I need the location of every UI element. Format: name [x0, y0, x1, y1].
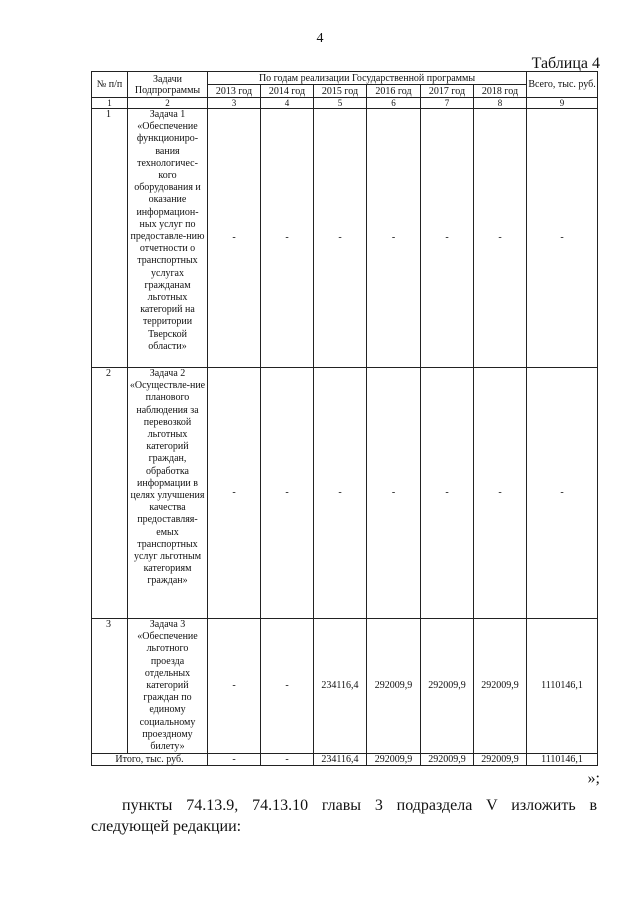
header-year: 2014 год	[261, 85, 314, 98]
header-num: № п/п	[92, 72, 128, 98]
year-value: -	[208, 619, 261, 754]
year-value: -	[367, 109, 421, 368]
total-year-value: -	[208, 754, 261, 766]
header-total: Всего, тыс. руб.	[527, 72, 598, 98]
total-year-value: -	[261, 754, 314, 766]
total-label: Итого, тыс. руб.	[92, 754, 208, 766]
column-number: 8	[474, 98, 527, 109]
table-row	[92, 619, 598, 754]
header-year: 2016 год	[367, 85, 421, 98]
year-value: -	[474, 368, 527, 619]
row-total: -	[527, 109, 598, 368]
total-year-value: 292009,9	[474, 754, 527, 766]
year-value: -	[261, 109, 314, 368]
header-year: 2013 год	[208, 85, 261, 98]
year-value: -	[474, 109, 527, 368]
table-row	[92, 109, 598, 368]
header-year: 2017 год	[421, 85, 474, 98]
year-value: -	[314, 109, 367, 368]
header-by-years: По годам реализации Государственной программы	[208, 72, 527, 85]
year-value: -	[367, 368, 421, 619]
amendment-paragraph: пункты 74.13.9, 74.13.10 главы 3 подраздела V изложить в следующей редакции:	[91, 797, 597, 835]
column-number: 9	[527, 98, 598, 109]
total-year-value: 292009,9	[421, 754, 474, 766]
column-number: 5	[314, 98, 367, 109]
table-caption: Таблица 4	[531, 55, 600, 72]
task-description: Задача 2 «Осуществле-ние планового наблюдения за перевозкой льготных категорий граждан, обработка информации в целях улучшения качества предоставляя-емых транспортных услуг льготным категориям граждан»	[128, 368, 208, 619]
year-value: 292009,9	[474, 619, 527, 754]
funding-table	[91, 71, 598, 766]
year-value: 292009,9	[367, 619, 421, 754]
column-number: 2	[128, 98, 208, 109]
row-total: -	[527, 368, 598, 619]
year-value: -	[261, 619, 314, 754]
page-number: 4	[316, 31, 324, 46]
year-value: -	[421, 109, 474, 368]
header-year: 2015 год	[314, 85, 367, 98]
column-number: 6	[367, 98, 421, 109]
row-number: 3	[92, 619, 128, 754]
column-number: 4	[261, 98, 314, 109]
row-number: 1	[92, 109, 128, 368]
year-value: -	[421, 368, 474, 619]
year-value: 234116,4	[314, 619, 367, 754]
task-description: Задача 3 «Обеспечение льготного проезда отдельных категорий граждан по единому социальному проездному билету»	[128, 619, 208, 754]
total-row	[92, 754, 598, 766]
year-value: -	[261, 368, 314, 619]
total-year-value: 292009,9	[367, 754, 421, 766]
year-value: -	[208, 109, 261, 368]
column-number: 3	[208, 98, 261, 109]
closing-quote: »;	[587, 770, 600, 787]
total-year-value: 234116,4	[314, 754, 367, 766]
row-total: 1110146,1	[527, 619, 598, 754]
header-year: 2018 год	[474, 85, 527, 98]
year-value: -	[208, 368, 261, 619]
table-row	[92, 368, 598, 619]
year-value: 292009,9	[421, 619, 474, 754]
year-value: -	[314, 368, 367, 619]
grand-total: 1110146,1	[527, 754, 598, 766]
column-number: 7	[421, 98, 474, 109]
task-description: Задача 1 «Обеспечение функциониро-вания технологичес-кого оборудования и оказание информацион-ных услуг по предоставле-нию отчетности о транспортных услугах гражданам льготных категорий на территории Тверской области»	[128, 109, 208, 368]
column-number: 1	[92, 98, 128, 109]
header-tasks: Задачи Подпрограммы	[128, 72, 208, 98]
row-number: 2	[92, 368, 128, 619]
